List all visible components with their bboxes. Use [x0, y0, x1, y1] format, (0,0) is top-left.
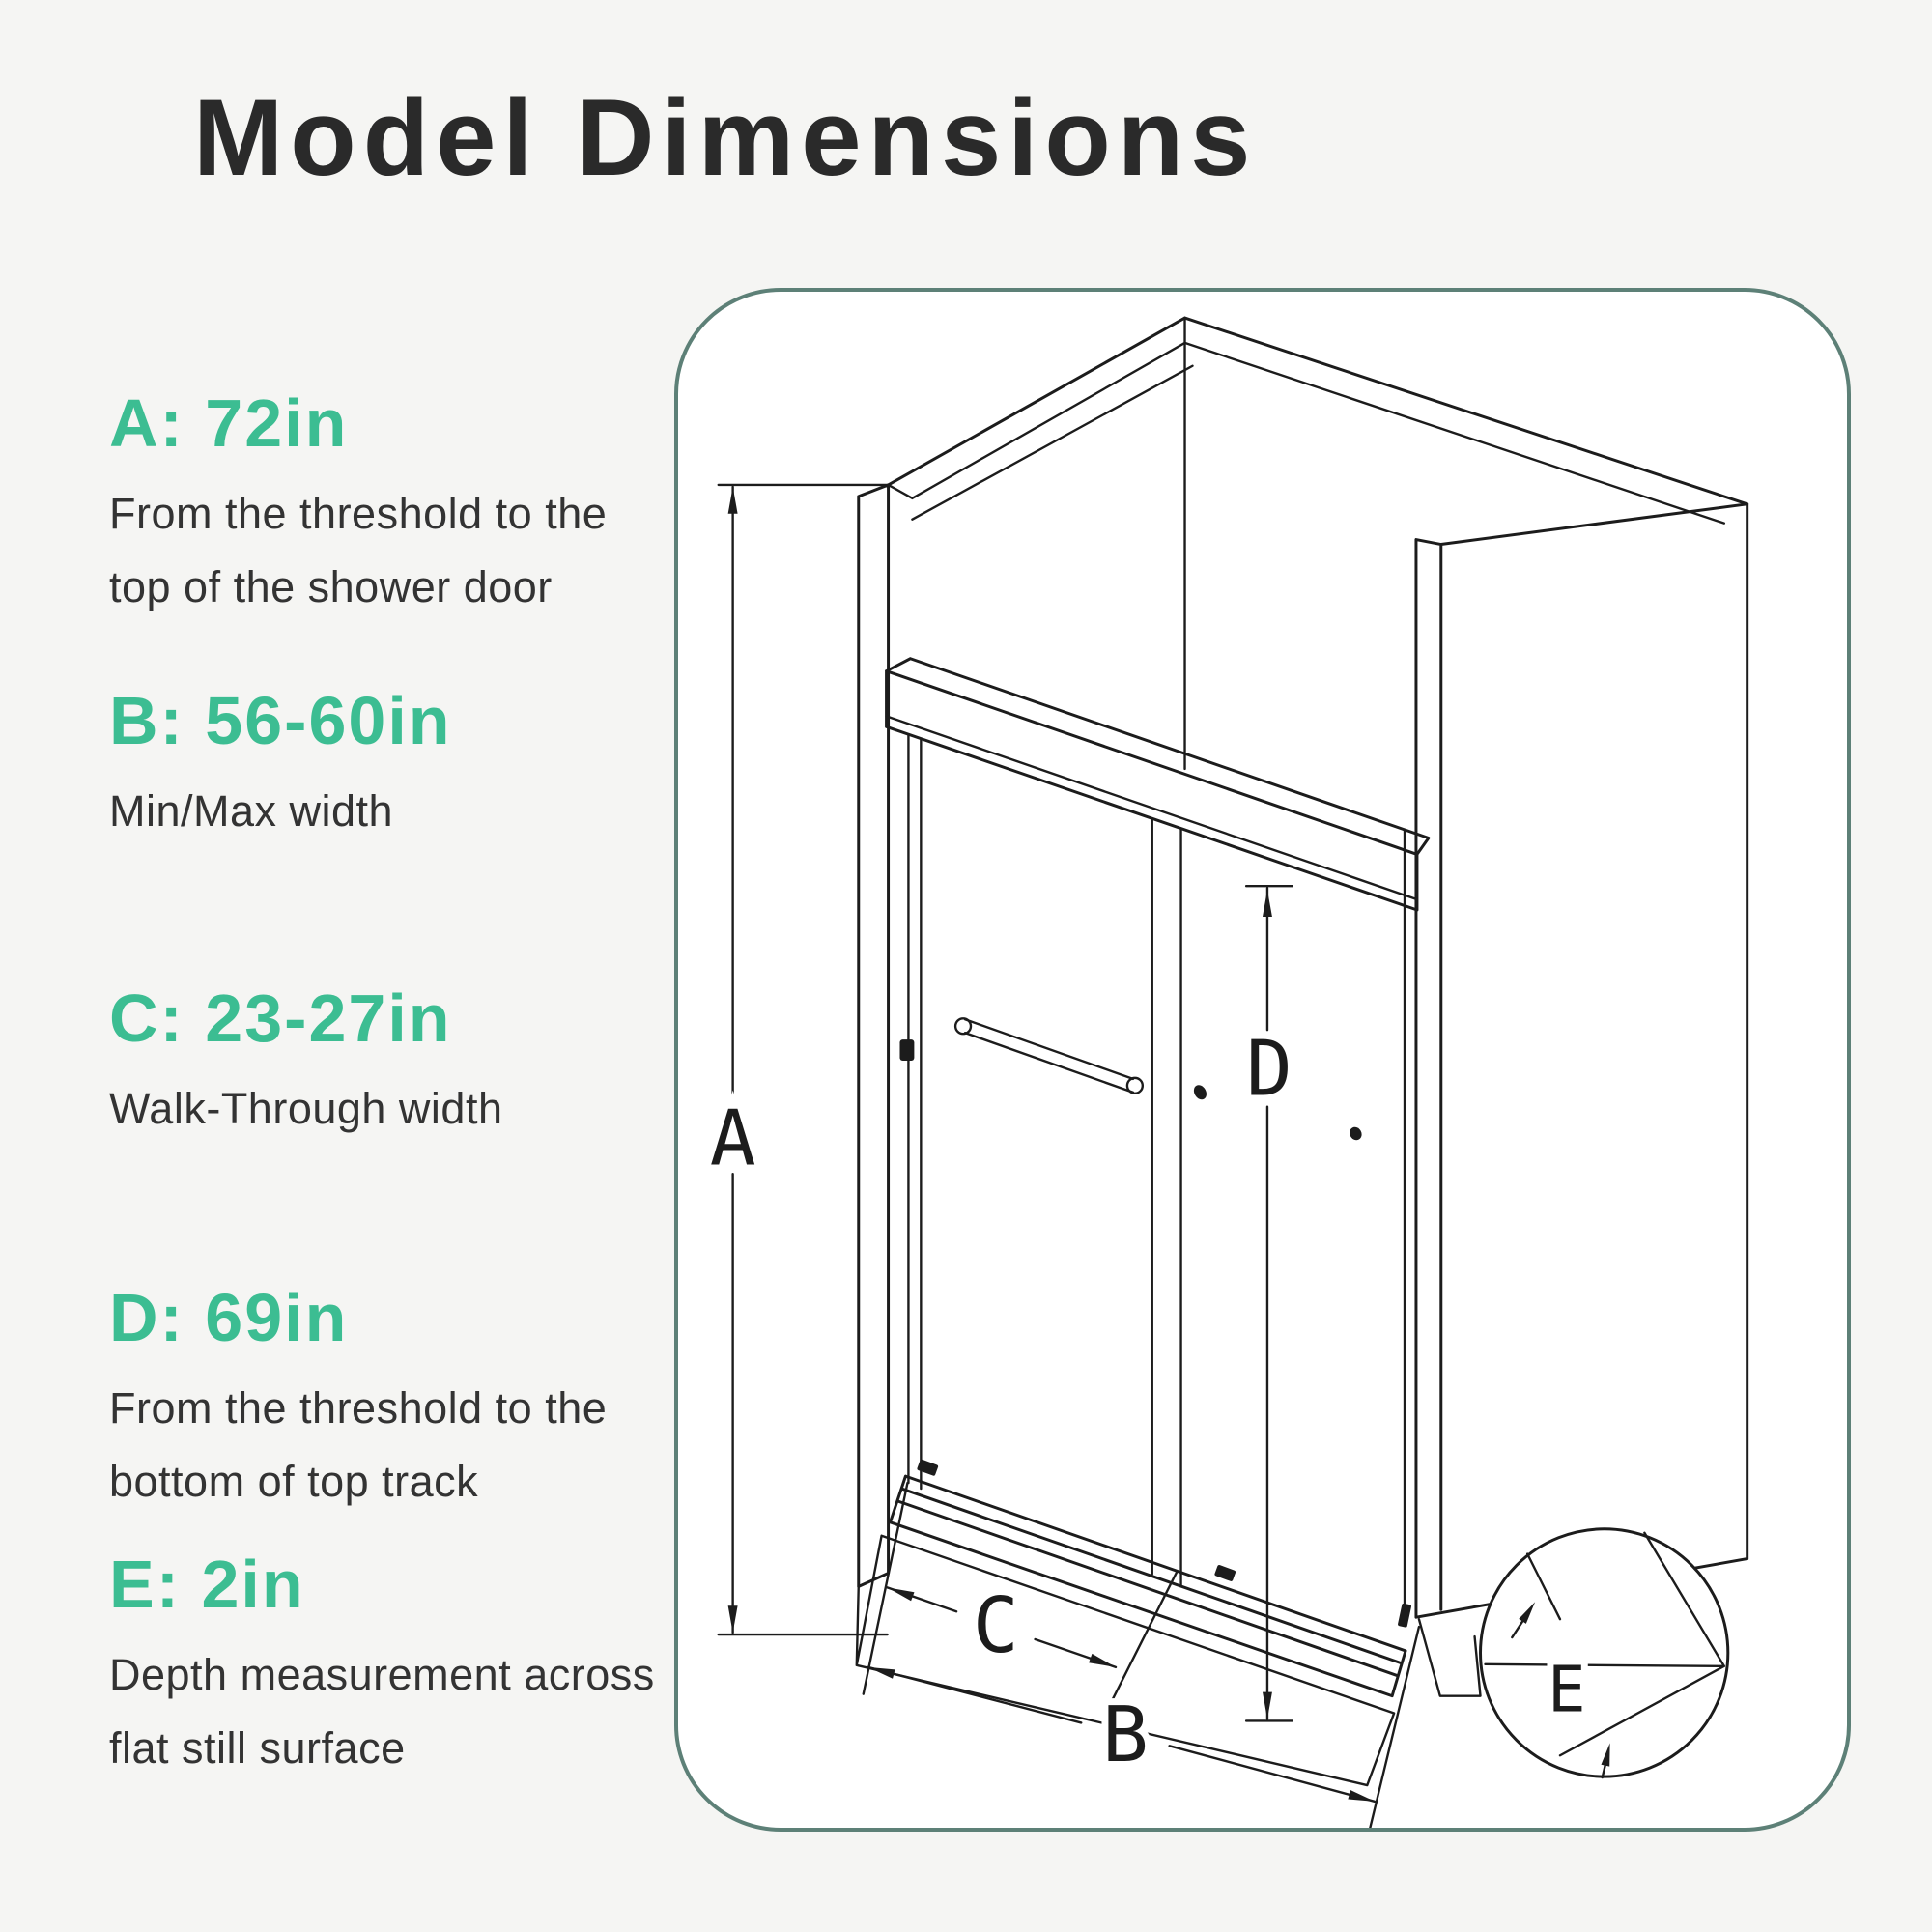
dim-label-c: C — [972, 1579, 1019, 1670]
detail-circle-e — [1481, 1529, 1728, 1777]
dimension-e-label: E: 2in — [109, 1547, 305, 1622]
dimension-item-c — [109, 980, 689, 1146]
dimension-item-e — [109, 1546, 689, 1785]
dimension-arrow-d — [1246, 886, 1293, 1720]
diagram-panel — [674, 288, 1851, 1832]
dimension-item-a — [109, 384, 689, 624]
dimension-b-label: B: 56-60in — [109, 683, 452, 758]
dimension-e-description: Depth measurement across flat still surface — [109, 1650, 655, 1773]
door-panels — [899, 734, 1405, 1607]
shower-door-diagram — [678, 292, 1847, 1828]
dim-label-d: D — [1246, 1023, 1293, 1114]
page-title: Model Dimensions — [193, 77, 1258, 198]
left-wall — [859, 485, 889, 1586]
track-end-cap — [1398, 1604, 1412, 1628]
dim-label-b: B — [1102, 1690, 1149, 1780]
dimension-arrow-b — [868, 1627, 1419, 1828]
dimension-d-description: From the threshold to the bottom of top track — [109, 1383, 608, 1506]
dimension-a-description: From the threshold to the top of the shower door — [109, 489, 608, 611]
towel-bar-handle — [955, 1018, 1143, 1093]
dimension-a-label: A: 72in — [109, 385, 349, 461]
dim-label-a: A — [709, 1093, 756, 1183]
right-wall-foot — [1419, 1619, 1481, 1695]
dimension-arrow-a — [710, 485, 888, 1634]
dimension-b-description: Min/Max width — [109, 786, 394, 836]
top-track-header — [887, 659, 1429, 910]
dimension-c-description: Walk-Through width — [109, 1084, 503, 1133]
dimension-item-d — [109, 1279, 689, 1519]
track-bumper — [1214, 1564, 1236, 1581]
dimension-c-label: C: 23-27in — [109, 980, 452, 1056]
dimension-d-label: D: 69in — [109, 1280, 349, 1355]
door-knob — [1191, 1083, 1208, 1102]
right-wall — [1416, 504, 1747, 1696]
top-frame — [889, 318, 1747, 769]
door-knob — [1348, 1124, 1364, 1142]
dim-label-e: E — [1548, 1653, 1586, 1727]
door-guide-clip — [899, 1039, 914, 1061]
dimension-item-b — [109, 682, 689, 848]
